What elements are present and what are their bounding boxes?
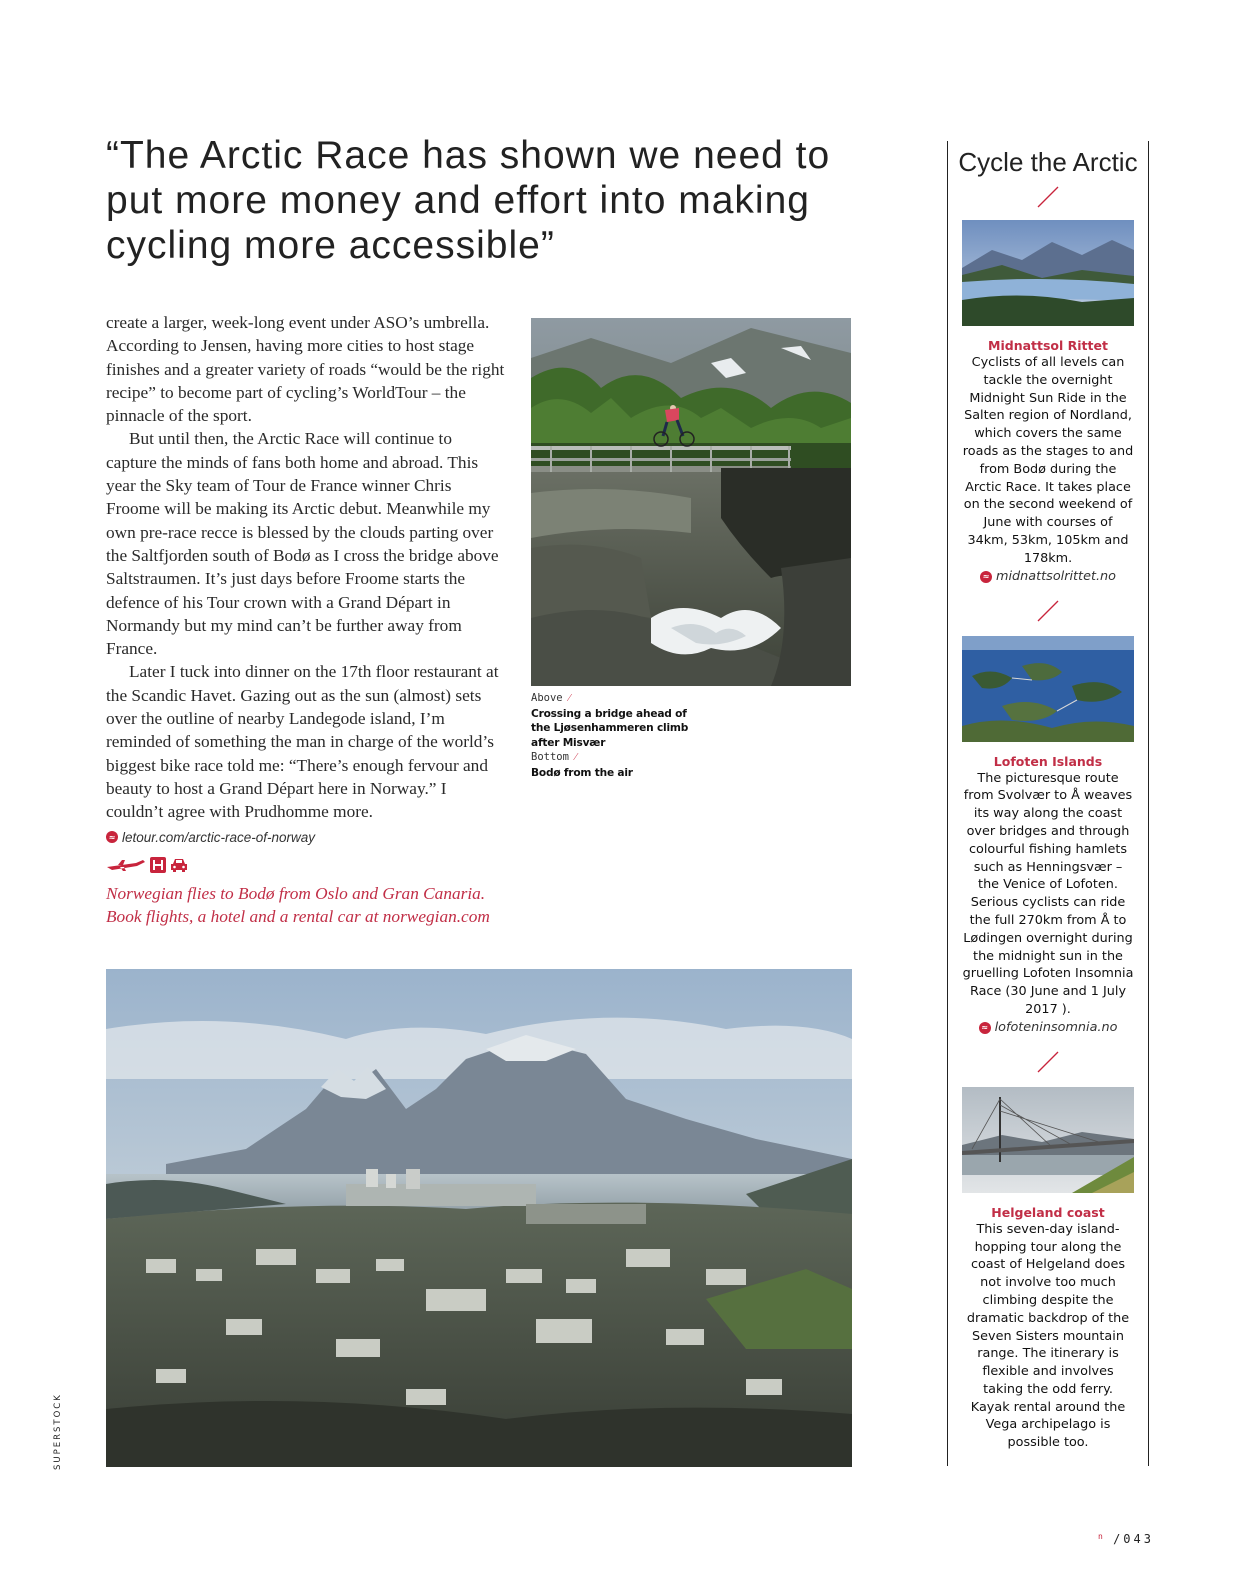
article-paragraph: Later I tuck into dinner on the 17th floor restaurant at the Scandic Havet. Gazing out as the sun (almost) sets over the outline of nearby Landegode island, I’m reminded of something the man in charge of the world’s biggest bike race told me: “There’s enough fervour and beauty to host a Grand Départ here in Norway.” I couldn’t agree with Prudhomme more. bbox=[106, 662, 499, 822]
caption-label-above: Above ⁄ bbox=[531, 691, 691, 707]
article-paragraph: But until then, the Arctic Race will continue to capture the minds of fans both home and abroad. This year the Sky team of Tour de France winner Chris Froome will be making its Arctic debut. Meanwhile my own pre-race recce is blessed by the clouds parting over the Saltfjorden south of Bodø as I cross the bridge above Saltstraumen. It’s just days before Froome starts the defence of his Tour crown with a Grand Départ in Normandy but my mind can’t be further away from France. bbox=[106, 429, 499, 659]
photo-fjord bbox=[962, 220, 1134, 326]
airplane-icon bbox=[106, 858, 146, 872]
norwegian-logo-icon: ≈ bbox=[979, 1022, 991, 1034]
article-paragraph: create a larger, week-long event under ASO’s umbrella. According to Jensen, having more cities to host stage finishes and a greater variety of roads “would be the right recipe” to become part of cycling’s WorldTour – the pinnacle of the sport. bbox=[106, 313, 505, 426]
hotel-icon bbox=[150, 857, 166, 873]
entry-text-lofoten: The picturesque route from Svolvær to Å weaves its way along the coast over bridges and through colourful fishing hamlets such as Henningsvær – the Venice of Lofoten. Serious cyclists can ride the full 270km from Å to Lødingen overnight during the midnight sun in the gruelling Lofoten Insomnia Race (30 June and 1 July 2017 ). bbox=[962, 770, 1134, 1017]
photo-bodo-aerial bbox=[106, 969, 852, 1467]
car-icon bbox=[170, 857, 188, 873]
entry-link-midnattsol[interactable] bbox=[948, 568, 1148, 586]
entry-link-text[interactable]: lofoteninsomnia.no bbox=[994, 1019, 1118, 1035]
pull-quote: “The Arctic Race has shown we need to put more money and effort into making cycling more accessible” bbox=[106, 134, 831, 267]
entry-text-helgeland: This seven-day island-hopping tour along the coast of Helgeland does not involve too much climbing despite the dramatic backdrop of the Seven Sisters mountain range. The itinerary is flexible and involves taking the odd ferry. Kayak rental around the Vega archipelago is possible too. bbox=[966, 1221, 1130, 1451]
entry-text-midnattsol: Cyclists of all levels can tackle the overnight Midnight Sun Ride in the Salten region of Nordland, which covers the same roads as the stages to and from Bodø during the Arctic Race. It takes place on the second weekend of June with courses of 34km, 53km, 105km and 178km. bbox=[962, 355, 1134, 566]
sidebar-rule-right bbox=[1148, 141, 1149, 1466]
photo-helgeland-bridge bbox=[962, 1087, 1134, 1193]
photo-captions bbox=[531, 691, 691, 781]
slash-divider-icon bbox=[1037, 600, 1059, 622]
travel-promo: Norwegian flies to Bodø from Oslo and Gran Canaria. Book flights, a hotel and a rental car at norwegian.com bbox=[106, 883, 490, 926]
page-folio bbox=[1098, 1532, 1154, 1546]
sidebar-cycle-the-arctic bbox=[948, 141, 1148, 1452]
caption-label-bottom: Bottom ⁄ bbox=[531, 750, 691, 766]
caption-text-above: Crossing a bridge ahead of the Ljøsenhammeren climb after Misvær bbox=[531, 707, 689, 749]
photo-lofoten bbox=[962, 636, 1134, 742]
sidebar-title: Cycle the Arctic bbox=[958, 147, 1138, 177]
slash-divider-icon bbox=[1037, 186, 1059, 208]
folio-mark: n bbox=[1098, 1532, 1103, 1541]
page-number: /043 bbox=[1113, 1532, 1154, 1546]
entry-title-lofoten: Lofoten Islands bbox=[993, 753, 1103, 769]
article-link-text[interactable]: letour.com/arctic-race-of-norway bbox=[122, 829, 316, 845]
norwegian-logo-icon: ≈ bbox=[106, 831, 118, 843]
entry-title-midnattsol: Midnattsol Rittet bbox=[988, 338, 1108, 353]
norwegian-logo-icon: ≈ bbox=[980, 571, 992, 583]
entry-title-helgeland: Helgeland coast bbox=[991, 1204, 1105, 1220]
photo-credit: SUPERSTOCK bbox=[53, 1393, 63, 1470]
travel-icons bbox=[106, 855, 506, 875]
article-body bbox=[106, 311, 506, 928]
photo-bridge-cyclist bbox=[531, 318, 851, 686]
slash-divider-icon bbox=[1037, 1051, 1059, 1073]
caption-text-bottom: Bodø from the air bbox=[531, 766, 633, 779]
entry-link-text[interactable]: midnattsolrittet.no bbox=[996, 568, 1116, 584]
entry-link-lofoten[interactable] bbox=[948, 1019, 1148, 1037]
article-weblink[interactable] bbox=[106, 826, 506, 849]
